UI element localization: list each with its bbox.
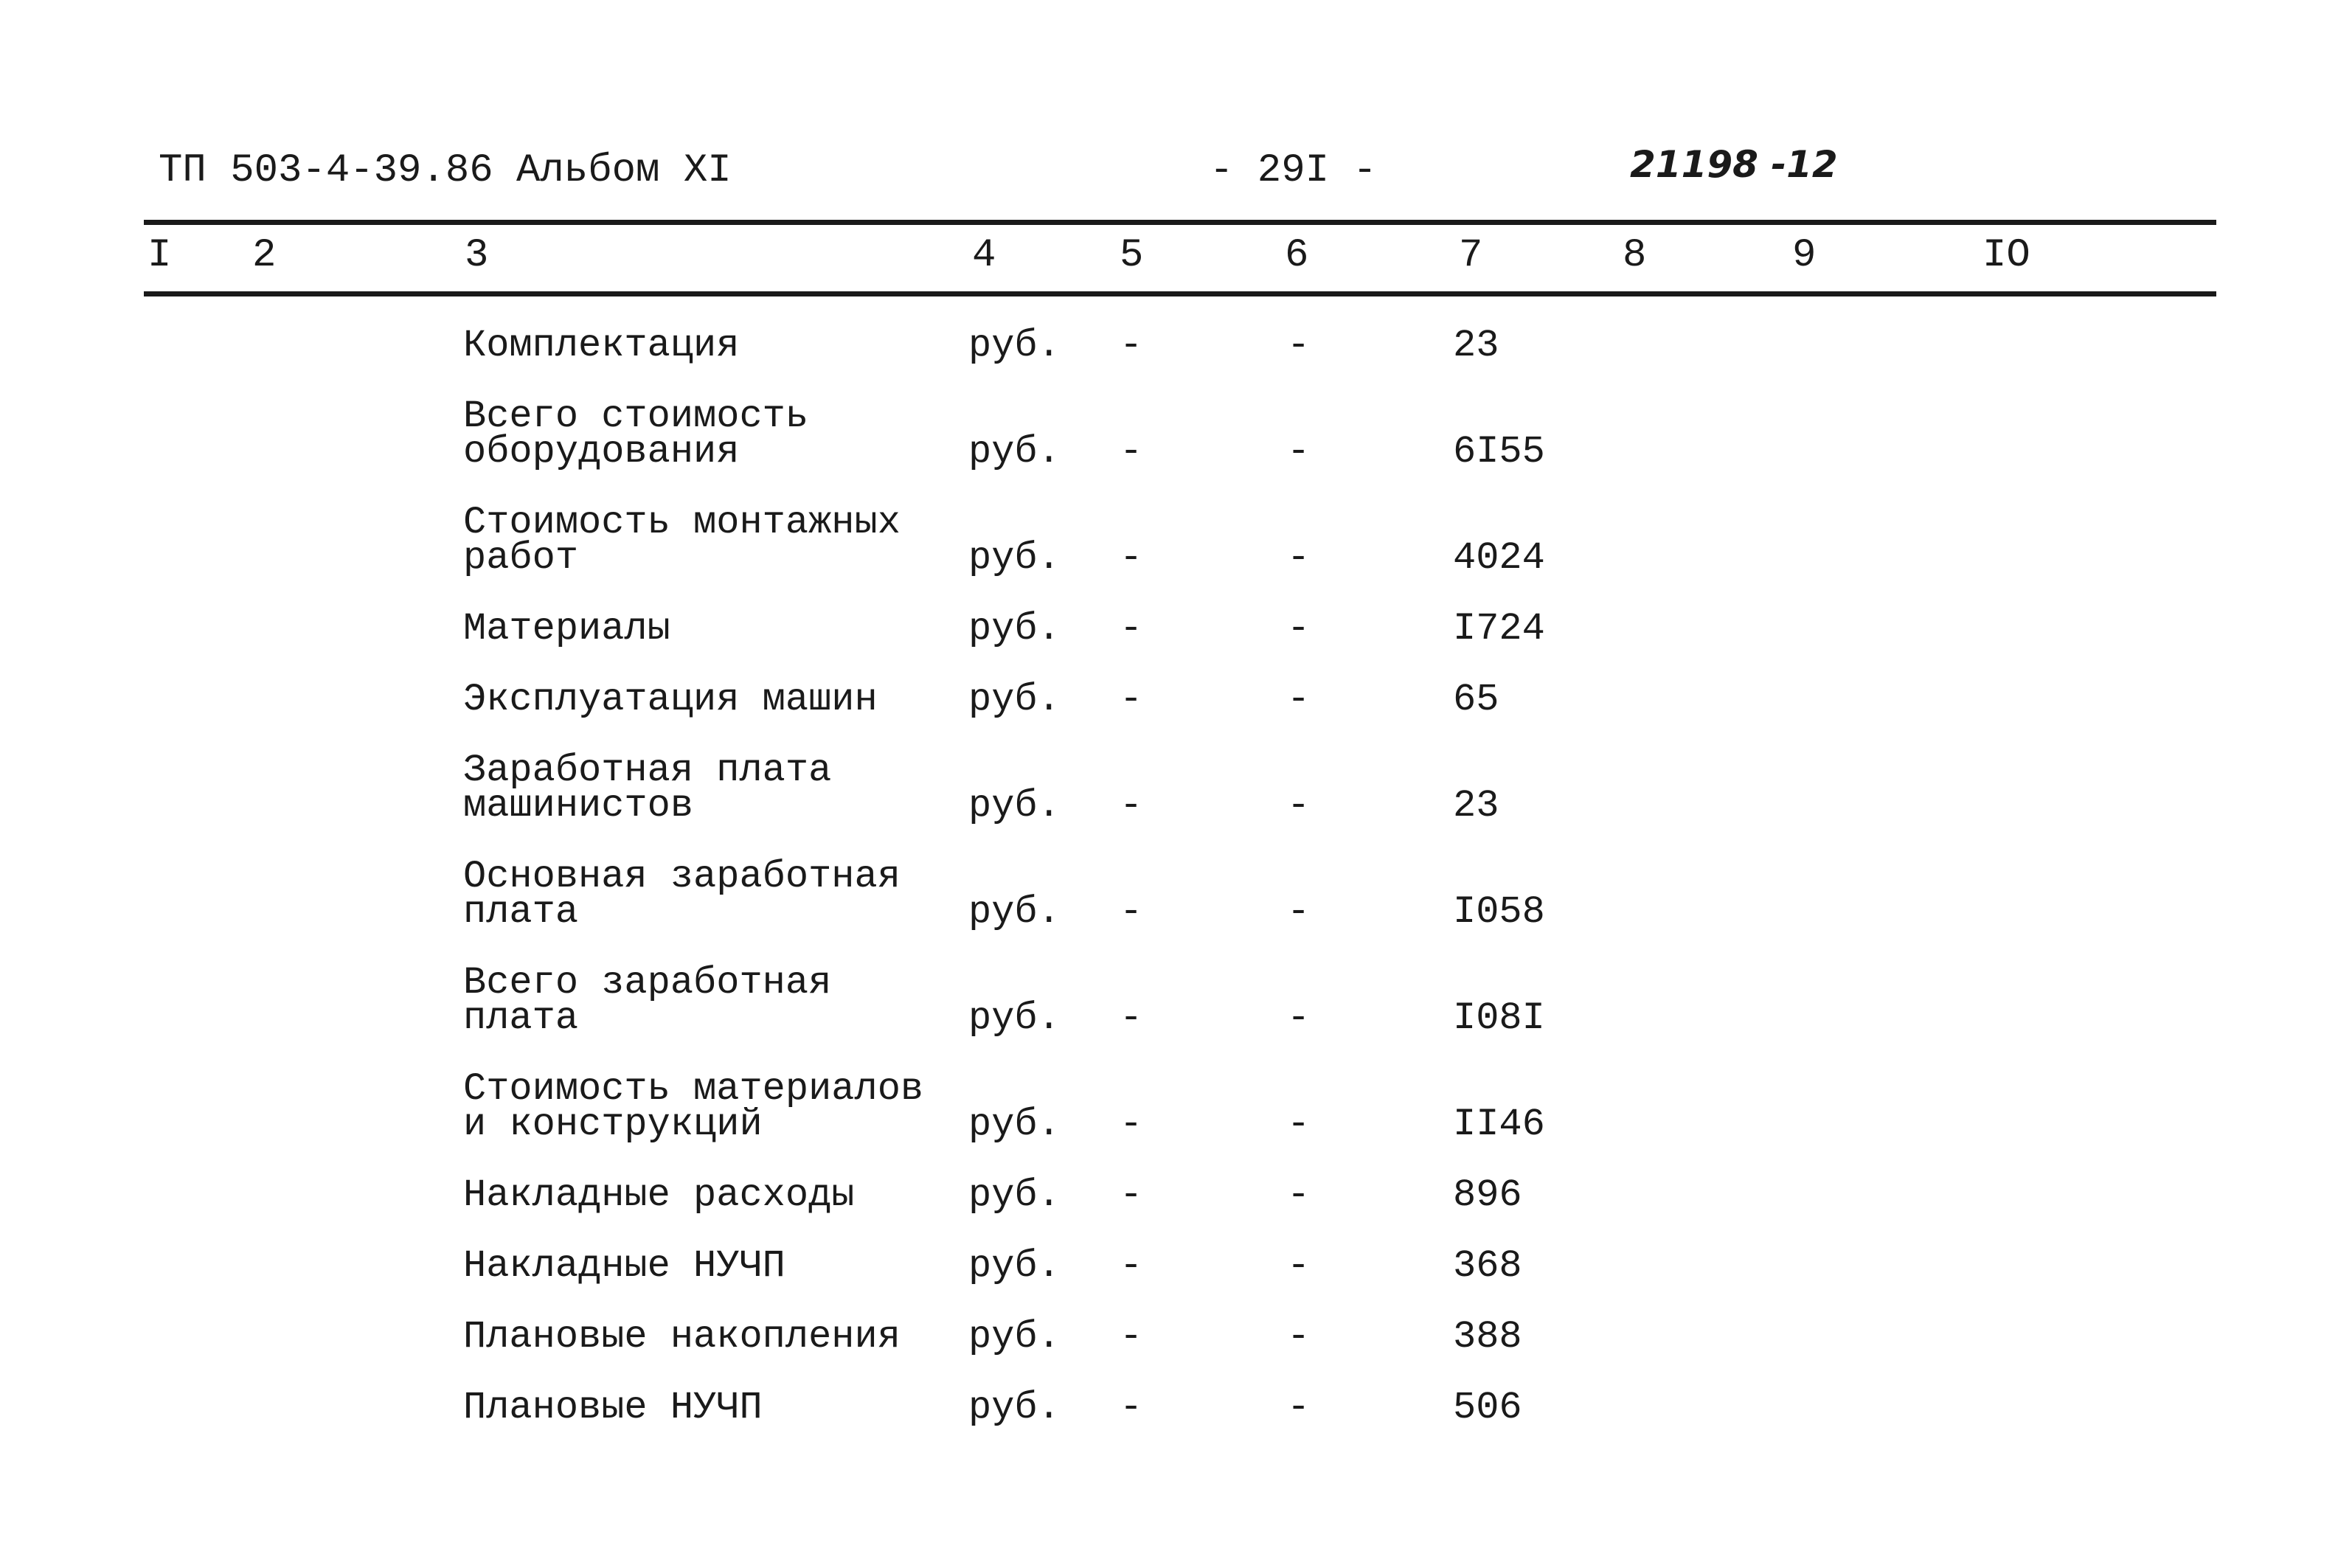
row-unit: руб. bbox=[968, 890, 1061, 934]
row-unit: руб. bbox=[968, 1173, 1061, 1217]
row-unit: руб. bbox=[968, 678, 1061, 721]
row-col6-dash: - bbox=[1287, 996, 1311, 1040]
row-label: Накладные расходы bbox=[463, 1173, 855, 1217]
row-col5-dash: - bbox=[1120, 1315, 1143, 1359]
row-unit: руб. bbox=[968, 607, 1061, 651]
row-value: 388 bbox=[1453, 1315, 1522, 1359]
row-col5-dash: - bbox=[1120, 324, 1143, 367]
column-header-1: I bbox=[148, 233, 172, 278]
row-unit: руб. bbox=[968, 1103, 1061, 1146]
row-label: Всего стоимость оборудования bbox=[463, 395, 809, 473]
page-number: - 29I - bbox=[1210, 148, 1377, 193]
row-unit: руб. bbox=[968, 996, 1061, 1040]
row-col5-dash: - bbox=[1120, 784, 1143, 828]
row-value: 23 bbox=[1453, 784, 1499, 828]
row-col5-dash: - bbox=[1120, 678, 1143, 721]
row-col6-dash: - bbox=[1287, 890, 1311, 934]
row-value: 4024 bbox=[1453, 536, 1545, 580]
row-value: 23 bbox=[1453, 324, 1499, 367]
row-label: Плановые накопления bbox=[463, 1315, 901, 1359]
column-header-5: 5 bbox=[1120, 233, 1144, 278]
row-value: 896 bbox=[1453, 1173, 1522, 1217]
row-col6-dash: - bbox=[1287, 430, 1311, 473]
row-label: Эксплуатация машин bbox=[463, 678, 878, 721]
row-col5-dash: - bbox=[1120, 1386, 1143, 1429]
column-header-10: IO bbox=[1982, 233, 2030, 278]
row-unit: руб. bbox=[968, 1244, 1061, 1288]
row-col6-dash: - bbox=[1287, 607, 1311, 651]
row-col5-dash: - bbox=[1120, 607, 1143, 651]
column-header-4: 4 bbox=[972, 233, 996, 278]
row-unit: руб. bbox=[968, 784, 1061, 828]
row-value: 506 bbox=[1453, 1386, 1522, 1429]
row-col6-dash: - bbox=[1287, 1244, 1311, 1288]
row-label: Всего заработная плата bbox=[463, 961, 832, 1040]
column-header-6: 6 bbox=[1285, 233, 1309, 278]
row-value: 65 bbox=[1453, 678, 1499, 721]
row-col5-dash: - bbox=[1120, 1103, 1143, 1146]
row-label: Накладные НУЧП bbox=[463, 1244, 785, 1288]
row-label: Стоимость материалов и конструкций bbox=[463, 1067, 924, 1146]
row-label: Стоимость монтажных работ bbox=[463, 501, 901, 580]
top-rule bbox=[144, 220, 2216, 225]
row-unit: руб. bbox=[968, 324, 1061, 367]
row-unit: руб. bbox=[968, 1315, 1061, 1359]
row-unit: руб. bbox=[968, 1386, 1061, 1429]
row-label: Основная заработная плата bbox=[463, 855, 901, 934]
row-col5-dash: - bbox=[1120, 996, 1143, 1040]
row-label: Плановые НУЧП bbox=[463, 1386, 763, 1429]
row-col5-dash: - bbox=[1120, 1244, 1143, 1288]
document-number: ТП 503-4-39.86 bbox=[159, 148, 493, 193]
album-label: Альбом XI bbox=[516, 148, 732, 193]
row-col6-dash: - bbox=[1287, 1315, 1311, 1359]
row-value: I058 bbox=[1453, 890, 1545, 934]
handwritten-code: 21198 -12 bbox=[1630, 143, 1838, 186]
row-col5-dash: - bbox=[1120, 430, 1143, 473]
row-col6-dash: - bbox=[1287, 536, 1311, 580]
column-header-7: 7 bbox=[1459, 233, 1483, 278]
row-value: I08I bbox=[1453, 996, 1545, 1040]
row-value: 6I55 bbox=[1453, 430, 1545, 473]
row-col6-dash: - bbox=[1287, 324, 1311, 367]
row-col6-dash: - bbox=[1287, 1173, 1311, 1217]
row-col5-dash: - bbox=[1120, 890, 1143, 934]
row-label: Материалы bbox=[463, 607, 670, 651]
column-header-2: 2 bbox=[252, 233, 277, 278]
column-header-8: 8 bbox=[1623, 233, 1647, 278]
row-col6-dash: - bbox=[1287, 784, 1311, 828]
row-unit: руб. bbox=[968, 430, 1061, 473]
row-unit: руб. bbox=[968, 536, 1061, 580]
header-rule bbox=[144, 291, 2216, 296]
row-label: Комплектация bbox=[463, 324, 740, 367]
row-col5-dash: - bbox=[1120, 1173, 1143, 1217]
row-label: Заработная плата машинистов bbox=[463, 749, 832, 828]
row-value: I724 bbox=[1453, 607, 1545, 651]
row-col5-dash: - bbox=[1120, 536, 1143, 580]
column-header-3: 3 bbox=[465, 233, 489, 278]
row-value: 368 bbox=[1453, 1244, 1522, 1288]
row-col6-dash: - bbox=[1287, 678, 1311, 721]
row-col6-dash: - bbox=[1287, 1386, 1311, 1429]
row-col6-dash: - bbox=[1287, 1103, 1311, 1146]
column-header-9: 9 bbox=[1792, 233, 1817, 278]
row-value: II46 bbox=[1453, 1103, 1545, 1146]
